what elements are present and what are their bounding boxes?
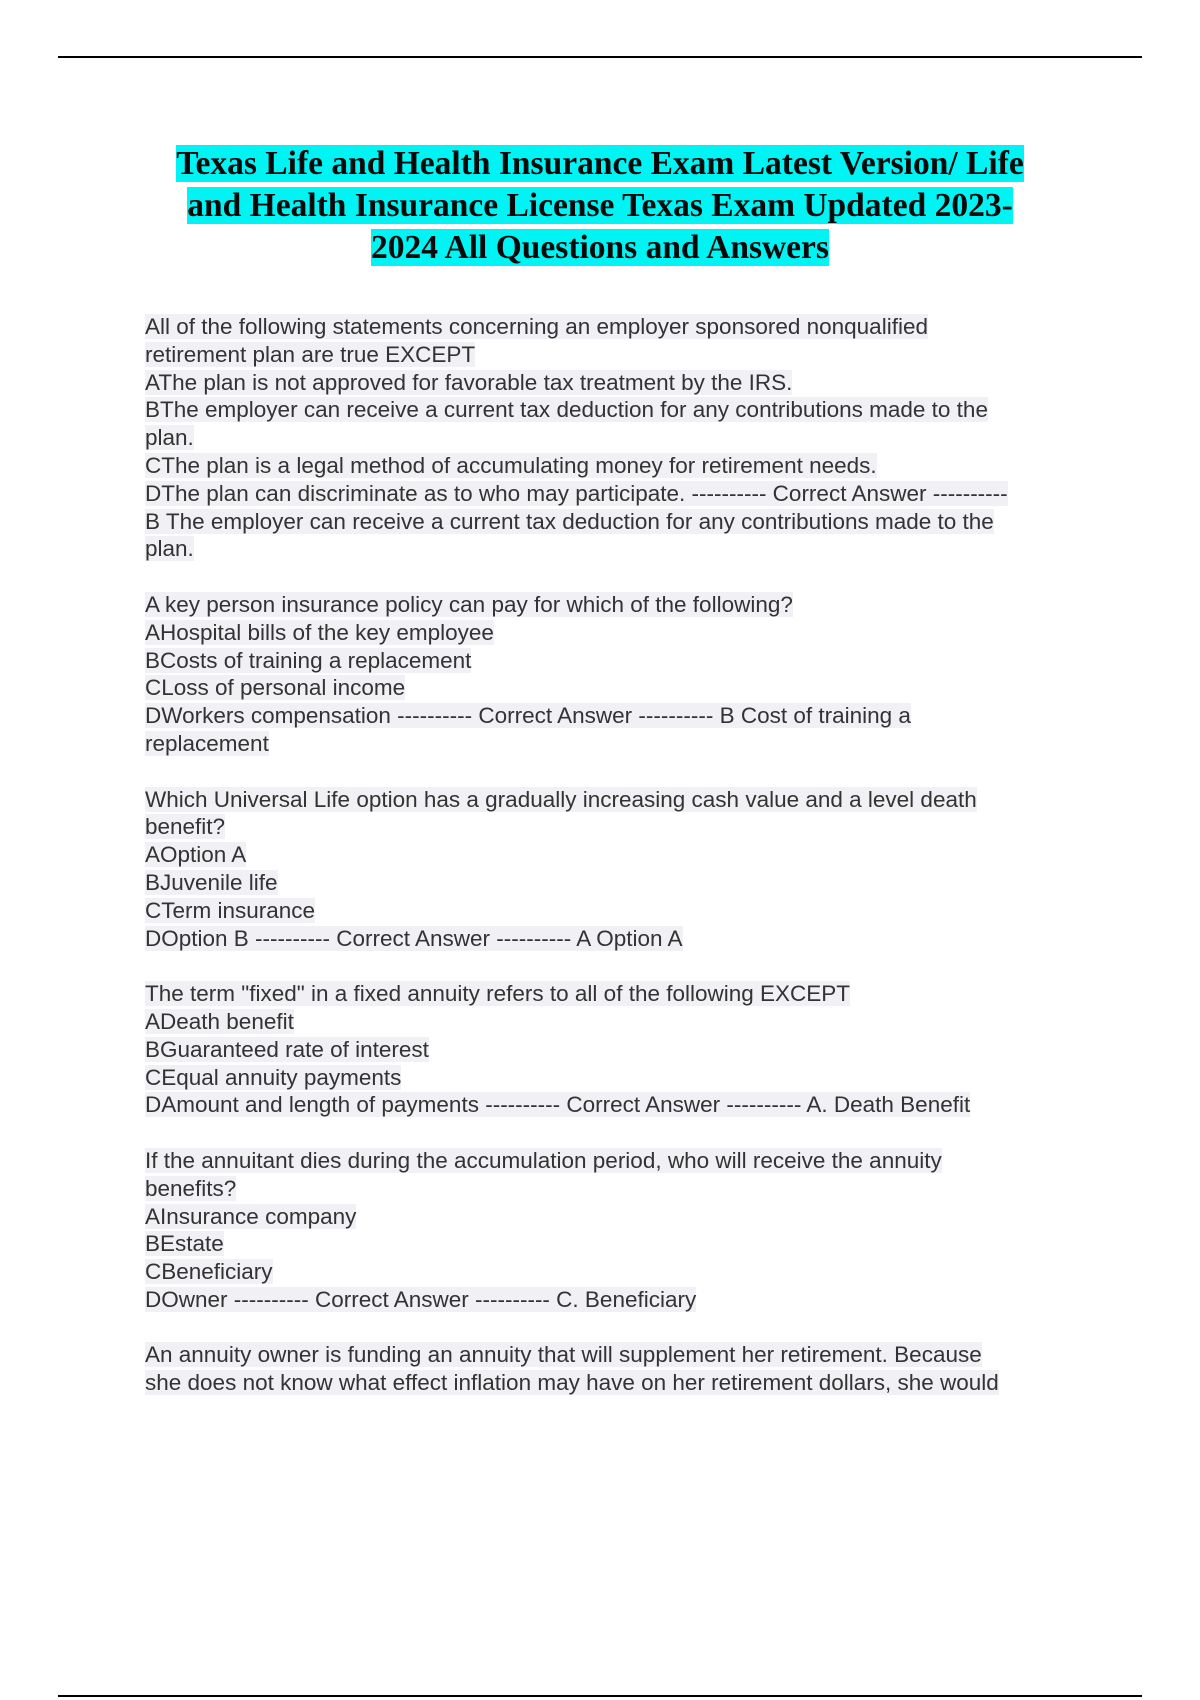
question-text: benefits?	[145, 1175, 237, 1201]
question-line	[145, 341, 1080, 369]
question-line	[145, 1258, 1080, 1286]
question-text: CLoss of personal income	[145, 675, 406, 701]
document-title	[100, 143, 1100, 269]
question-line	[145, 841, 1080, 869]
question-line	[145, 396, 1080, 424]
question-text: plan.	[145, 536, 194, 562]
question-line	[145, 786, 1080, 814]
question-block	[145, 786, 1080, 953]
question-block	[145, 980, 1080, 1119]
question-text: AInsurance company	[145, 1203, 357, 1229]
question-line	[145, 1230, 1080, 1258]
question-text: B The employer can receive a current tax deduction for any contributions made to the	[145, 508, 994, 534]
title-line: and Health Insurance License Texas Exam Updated 2023-	[187, 187, 1013, 224]
questions-list	[145, 313, 1080, 1425]
question-line	[145, 1036, 1080, 1064]
question-line	[145, 1203, 1080, 1231]
question-text: DOwner ---------- Correct Answer ---------- C. Beneficiary	[145, 1286, 697, 1312]
question-text: CTerm insurance	[145, 897, 316, 923]
question-text: plan.	[145, 425, 194, 451]
question-text: benefit?	[145, 814, 226, 840]
question-line	[145, 674, 1080, 702]
question-line	[145, 508, 1080, 536]
question-line	[145, 813, 1080, 841]
question-block	[145, 313, 1080, 563]
question-text: BJuvenile life	[145, 869, 278, 895]
question-line	[145, 925, 1080, 953]
question-line	[145, 591, 1080, 619]
question-text: CEqual annuity payments	[145, 1064, 402, 1090]
title-line: Texas Life and Health Insurance Exam Latest Version/ Life	[176, 145, 1024, 182]
question-text: DThe plan can discriminate as to who may participate. ---------- Correct Answer ----------	[145, 480, 1008, 506]
question-text: If the annuitant dies during the accumulation period, who will receive the annuity	[145, 1147, 942, 1173]
question-line	[145, 730, 1080, 758]
question-line	[145, 1008, 1080, 1036]
question-text: AOption A	[145, 842, 247, 868]
question-text: DOption B ---------- Correct Answer ---------- A Option A	[145, 925, 683, 951]
question-line	[145, 619, 1080, 647]
question-line	[145, 1091, 1080, 1119]
question-line	[145, 869, 1080, 897]
question-line	[145, 647, 1080, 675]
question-line	[145, 1064, 1080, 1092]
question-text: DWorkers compensation ---------- Correct Answer ---------- B Cost of training a	[145, 703, 911, 729]
question-line	[145, 369, 1080, 397]
question-text: retirement plan are true EXCEPT	[145, 341, 476, 367]
question-line	[145, 535, 1080, 563]
question-text: BGuaranteed rate of interest	[145, 1036, 429, 1062]
question-line	[145, 1175, 1080, 1203]
question-text: BEstate	[145, 1231, 224, 1257]
question-text: AThe plan is not approved for favorable tax treatment by the IRS.	[145, 369, 793, 395]
question-text: ADeath benefit	[145, 1008, 294, 1034]
question-text: Which Universal Life option has a gradually increasing cash value and a level death	[145, 786, 977, 812]
top-rule	[58, 56, 1142, 58]
question-line	[145, 1286, 1080, 1314]
question-text: BThe employer can receive a current tax deduction for any contributions made to the	[145, 397, 988, 423]
question-text: she does not know what effect inflation may have on her retirement dollars, she would	[145, 1370, 999, 1396]
question-line	[145, 702, 1080, 730]
title-line: 2024 All Questions and Answers	[371, 229, 829, 266]
question-line	[145, 1341, 1080, 1369]
question-text: CBeneficiary	[145, 1259, 273, 1285]
question-text: All of the following statements concerning an employer sponsored nonqualified	[145, 314, 928, 339]
question-text: AHospital bills of the key employee	[145, 619, 494, 645]
question-line	[145, 480, 1080, 508]
question-text: CThe plan is a legal method of accumulating money for retirement needs.	[145, 452, 877, 478]
question-block	[145, 1341, 1080, 1397]
question-text: replacement	[145, 730, 269, 756]
question-line	[145, 1147, 1080, 1175]
question-text: BCosts of training a replacement	[145, 647, 472, 673]
question-block	[145, 591, 1080, 758]
question-line	[145, 424, 1080, 452]
question-text: A key person insurance policy can pay for which of the following?	[145, 591, 793, 617]
question-line	[145, 897, 1080, 925]
bottom-rule	[58, 1695, 1142, 1697]
question-text: The term "fixed" in a fixed annuity refers to all of the following EXCEPT	[145, 981, 851, 1007]
question-line	[145, 452, 1080, 480]
question-text: An annuity owner is funding an annuity that will supplement her retirement. Because	[145, 1342, 982, 1368]
question-line	[145, 313, 1080, 341]
question-line	[145, 980, 1080, 1008]
question-block	[145, 1147, 1080, 1314]
question-text: DAmount and length of payments ---------- Correct Answer ---------- A. Death Benefit	[145, 1092, 971, 1118]
question-line	[145, 1369, 1080, 1397]
